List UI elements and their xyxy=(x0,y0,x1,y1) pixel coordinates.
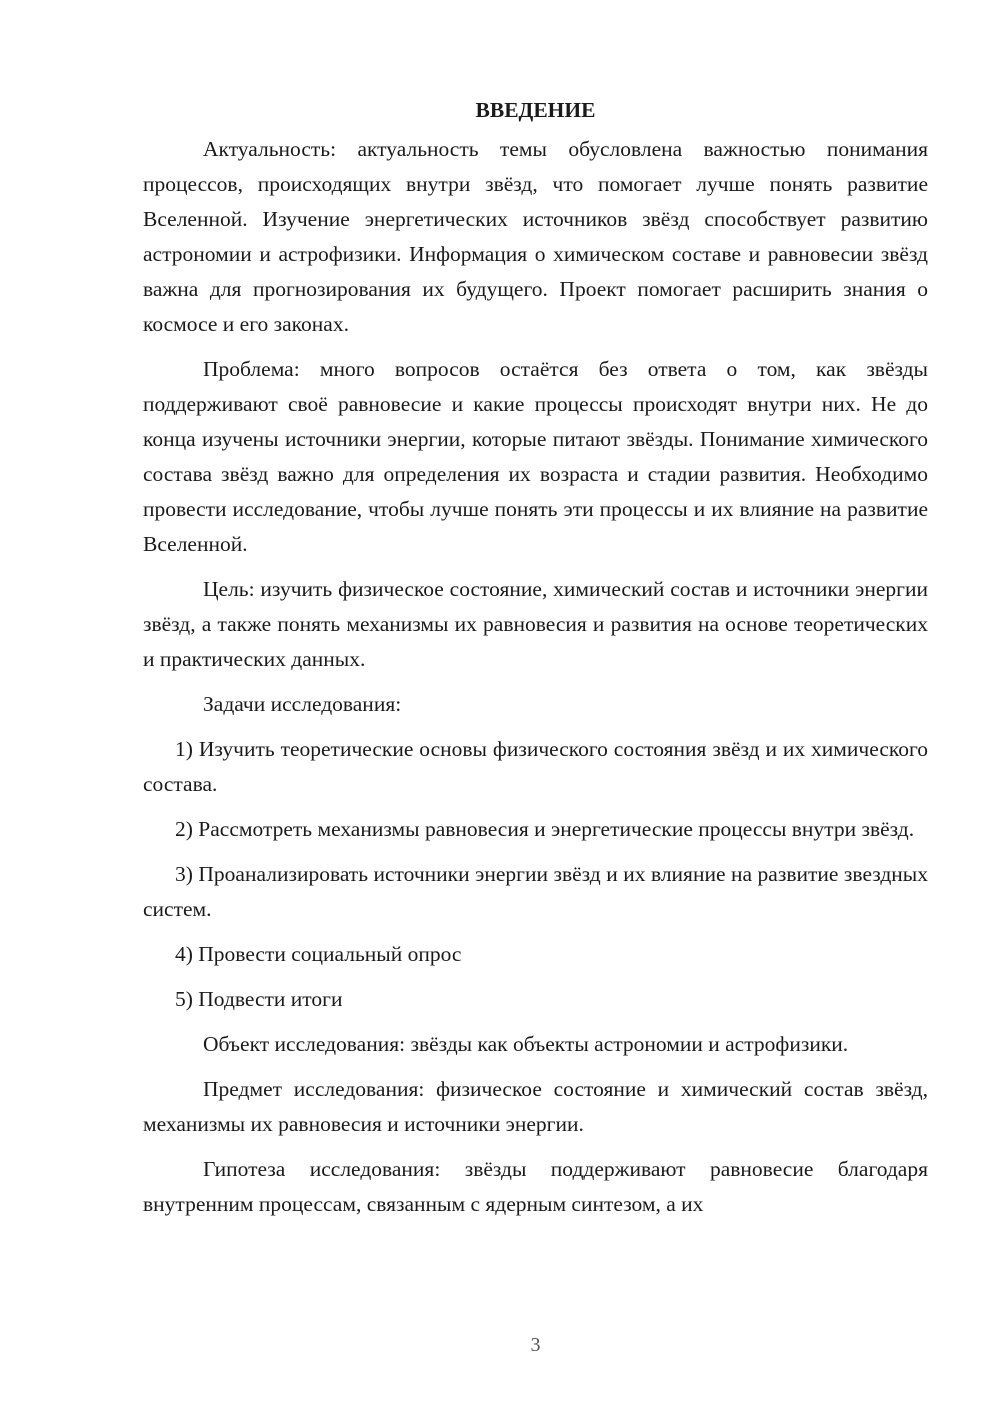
task-item-3: 3) Проанализировать источники энергии звёзд и их влияние на развитие звездных систем. xyxy=(143,862,928,921)
paragraph-relevance: Актуальность: актуальность темы обусловлена важностью понимания процессов, происходящих внутри звёзд, что помогает лучше понять развитие Вселенной. Изучение энергетических источников звёзд способствует развитию астрономии и астрофизики. Информация о химическом составе и равновесии звёзд важна для прогнозирования их будущего. Проект помогает расширить знания о космосе и его законах. xyxy=(143,137,928,336)
section-title: ВВЕДЕНИЕ xyxy=(475,98,596,122)
task-item-4: 4) Провести социальный опрос xyxy=(175,942,462,966)
paragraph-tasks-heading: Задачи исследования: xyxy=(203,692,402,716)
paragraph-goal: Цель: изучить физическое состояние, химический состав и источники энергии звёзд, а также понять механизмы их равновесия и развития на основе теоретических и практических данных. xyxy=(143,577,928,671)
paragraph-subject: Предмет исследования: физическое состояние и химический состав звёзд, механизмы их равновесия и источники энергии. xyxy=(143,1077,928,1136)
task-item-2: 2) Рассмотреть механизмы равновесия и энергетические процессы внутри звёзд. xyxy=(175,817,915,841)
paragraph-hypothesis: Гипотеза исследования: звёзды поддерживают равновесие благодаря внутренним процессам, связанным с ядерным синтезом, а их xyxy=(143,1157,928,1216)
paragraph-object: Объект исследования: звёзды как объекты астрономии и астрофизики. xyxy=(203,1032,849,1056)
page-number: 3 xyxy=(530,1334,541,1356)
page-content xyxy=(143,92,928,1232)
paragraph-problem: Проблема: много вопросов остаётся без ответа о том, как звёзды поддерживают своё равновесие и какие процессы происходят внутри них. Не до конца изучены источники энергии, которые питают звёзды. Понимание химического состава звёзд важно для определения их возраста и стадии развития. Необходимо провести исследование, чтобы лучше понять эти процессы и их влияние на развитие Вселенной. xyxy=(143,357,928,556)
task-item-5: 5) Подвести итоги xyxy=(175,987,343,1011)
task-item-1: 1) Изучить теоретические основы физического состояния звёзд и их химического состава. xyxy=(143,737,928,796)
